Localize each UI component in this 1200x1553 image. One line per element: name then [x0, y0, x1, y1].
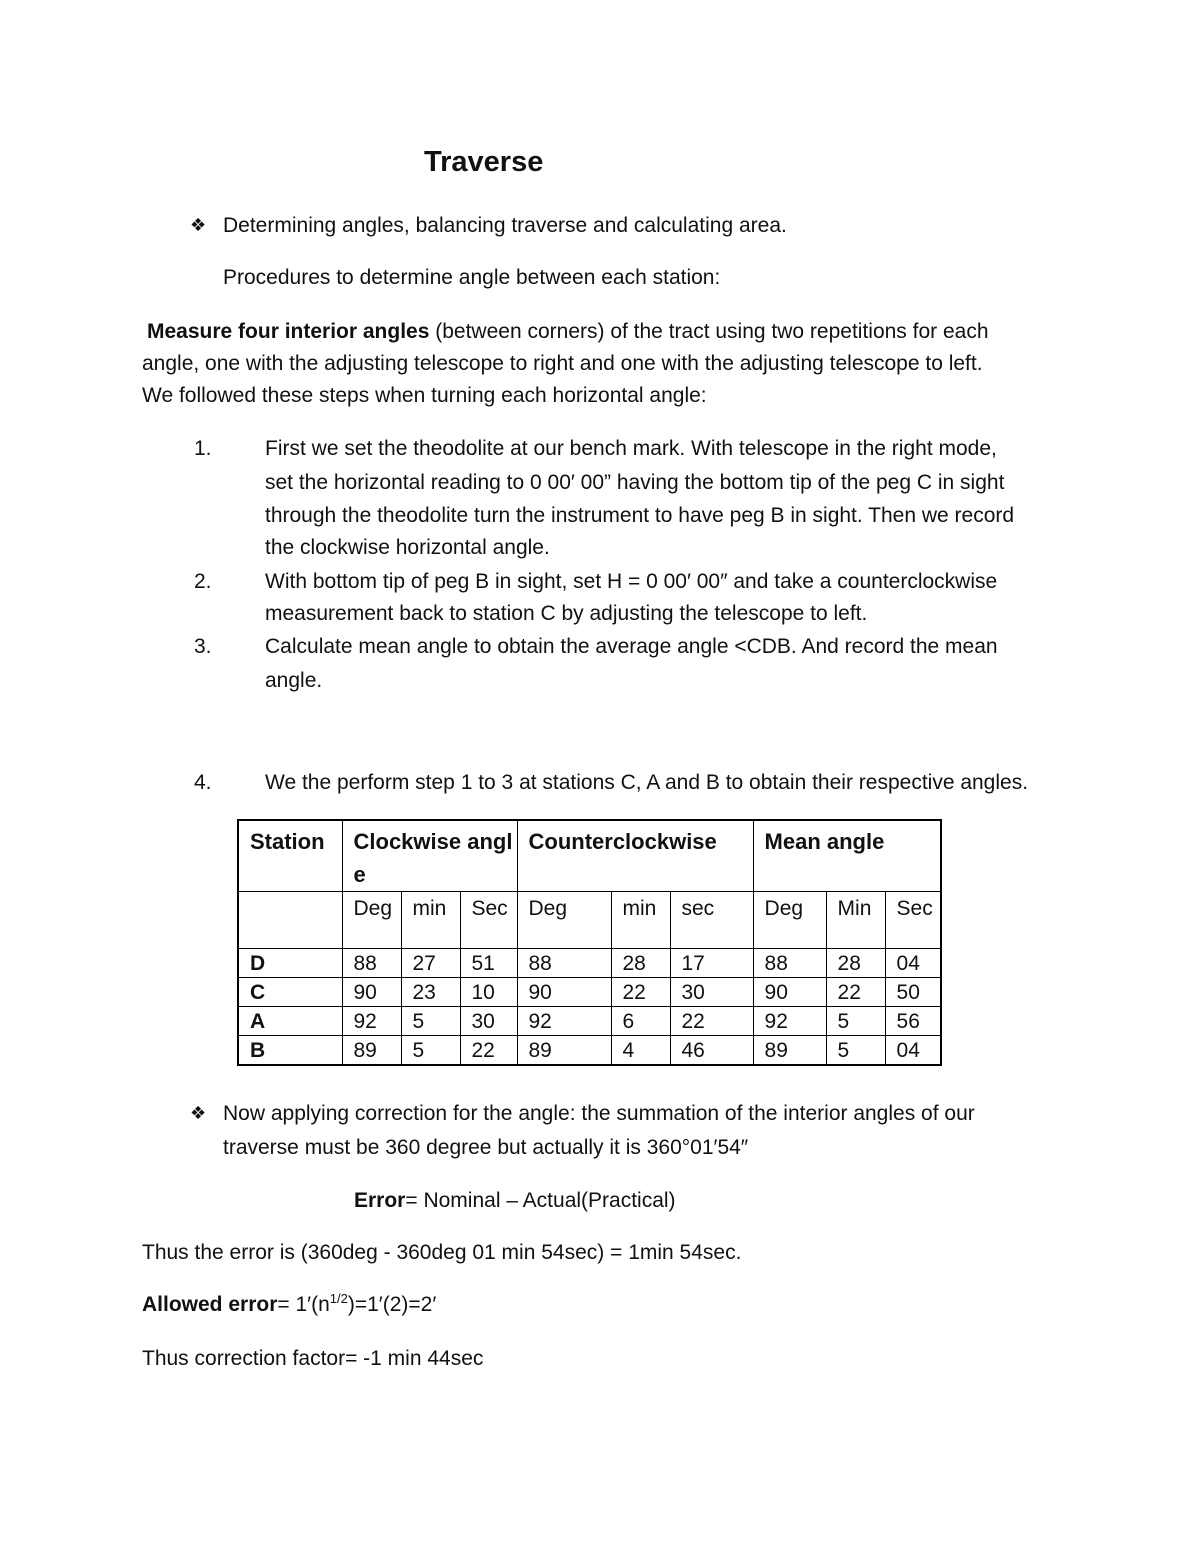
table-cell: 88	[517, 949, 611, 978]
table-cell: 51	[460, 949, 517, 978]
step-3-line-2: angle.	[265, 669, 323, 692]
table-cell: 04	[885, 949, 941, 978]
table-cell: 90	[342, 978, 401, 1007]
intro-line-2: angle, one with the adjusting telescope to right and one with the adjusting telescope to left.	[142, 352, 983, 375]
table-subheader-row	[238, 892, 941, 949]
error-calculation: Thus the error is (360deg - 360deg 01 min 54sec) = 1min 54sec.	[142, 1241, 742, 1264]
step-3-number: 3.	[194, 635, 212, 658]
step-2-line-1: With bottom tip of peg B in sight, set H = 0 00′ 00″ and take a counterclockwise	[265, 570, 998, 593]
allowed-error-exponent: 1/2	[329, 1291, 348, 1306]
step-1-line-3: through the theodolite turn the instrument to have peg B in sight. Then we record	[265, 504, 1015, 527]
table-cell: 23	[401, 978, 460, 1007]
subheader-cell: sec	[670, 892, 753, 949]
step-4-number: 4.	[194, 771, 212, 794]
correction-line-2: traverse must be 360 degree but actually it is 360°01′54″	[223, 1136, 749, 1159]
angle-table	[237, 819, 942, 1066]
table-cell: 90	[753, 978, 826, 1007]
table-cell: 22	[670, 1007, 753, 1036]
bullet-icon: ❖	[190, 215, 207, 235]
table-header-row	[238, 820, 941, 892]
error-formula	[354, 1184, 676, 1217]
table-cell: 28	[826, 949, 885, 978]
allowed-error-suffix: )=1′(2)=2′	[347, 1293, 437, 1316]
table-cell: 30	[460, 1007, 517, 1036]
table-cell: 27	[401, 949, 460, 978]
table-cell: 89	[753, 1036, 826, 1066]
table-cell: 5	[401, 1036, 460, 1066]
subheader-cell: min	[401, 892, 460, 949]
intro-line-1-rest: (between corners) of the tract using two repetitions for each	[429, 320, 989, 343]
subheader-cell: Deg	[342, 892, 401, 949]
table-row	[238, 978, 941, 1007]
step-1-line-4: the clockwise horizontal angle.	[265, 536, 550, 559]
station-cell: A	[238, 1007, 342, 1036]
station-cell: D	[238, 949, 342, 978]
header-counterclockwise: Counterclockwise	[517, 820, 753, 892]
table-row	[238, 949, 941, 978]
subheader-cell: Sec	[885, 892, 941, 949]
table-cell: 28	[611, 949, 670, 978]
table-row	[238, 1036, 941, 1066]
subheader-cell: Deg	[517, 892, 611, 949]
table-cell: 89	[517, 1036, 611, 1066]
allowed-error	[142, 1288, 436, 1321]
table-cell: 22	[826, 978, 885, 1007]
table-cell: 92	[517, 1007, 611, 1036]
table-cell: 22	[460, 1036, 517, 1066]
subheader-cell: Min	[826, 892, 885, 949]
error-label: Error	[354, 1189, 406, 1212]
table-cell: 17	[670, 949, 753, 978]
subheader-cell: Sec	[460, 892, 517, 949]
table-cell: 5	[401, 1007, 460, 1036]
table-cell: 6	[611, 1007, 670, 1036]
allowed-error-prefix: = 1′(n	[277, 1293, 330, 1316]
header-station: Station	[238, 820, 342, 892]
procedures-heading: Procedures to determine angle between each station:	[223, 266, 721, 289]
step-1-line-1: First we set the theodolite at our bench mark. With telescope in the right mode,	[265, 437, 997, 460]
intro-line-1	[147, 315, 989, 348]
table-cell: 22	[611, 978, 670, 1007]
table-cell: 92	[342, 1007, 401, 1036]
table-row	[238, 1007, 941, 1036]
table-cell: 50	[885, 978, 941, 1007]
page-title: Traverse	[424, 146, 544, 178]
table-cell: 10	[460, 978, 517, 1007]
correction-factor: Thus correction factor= -1 min 44sec	[142, 1347, 484, 1370]
table-cell: 30	[670, 978, 753, 1007]
station-cell: B	[238, 1036, 342, 1066]
allowed-error-label: Allowed error	[142, 1293, 278, 1316]
step-1-number: 1.	[194, 437, 212, 460]
header-mean: Mean angle	[753, 820, 941, 892]
table-cell: 5	[826, 1036, 885, 1066]
table-cell: 56	[885, 1007, 941, 1036]
step-2-number: 2.	[194, 570, 212, 593]
table-cell: 04	[885, 1036, 941, 1066]
table-cell: 88	[753, 949, 826, 978]
intro-bold: Measure four interior angles	[147, 320, 430, 343]
subheader-cell: Deg	[753, 892, 826, 949]
objective-line: Determining angles, balancing traverse and calculating area.	[223, 214, 787, 237]
subheader-cell	[238, 892, 342, 949]
step-2-line-2: measurement back to station C by adjusting the telescope to left.	[265, 602, 868, 625]
step-3-line-1: Calculate mean angle to obtain the average angle <CDB. And record the mean	[265, 635, 998, 658]
error-formula-rest: = Nominal – Actual(Practical)	[405, 1189, 676, 1212]
table-cell: 88	[342, 949, 401, 978]
correction-line-1: Now applying correction for the angle: the summation of the interior angles of our	[223, 1102, 975, 1125]
table-cell: 4	[611, 1036, 670, 1066]
step-1-line-2: set the horizontal reading to 0 00′ 00” having the bottom tip of the peg C in sight	[265, 471, 1005, 494]
header-clockwise: Clockwise angle	[342, 820, 517, 892]
table-cell: 89	[342, 1036, 401, 1066]
table-cell: 46	[670, 1036, 753, 1066]
bullet-icon: ❖	[190, 1103, 207, 1123]
table-cell: 90	[517, 978, 611, 1007]
station-cell: C	[238, 978, 342, 1007]
step-4-line-1: We the perform step 1 to 3 at stations C, A and B to obtain their respective angles.	[265, 771, 1029, 794]
table-cell: 5	[826, 1007, 885, 1036]
subheader-cell: min	[611, 892, 670, 949]
intro-line-3: We followed these steps when turning each horizontal angle:	[142, 384, 707, 407]
table-cell: 92	[753, 1007, 826, 1036]
